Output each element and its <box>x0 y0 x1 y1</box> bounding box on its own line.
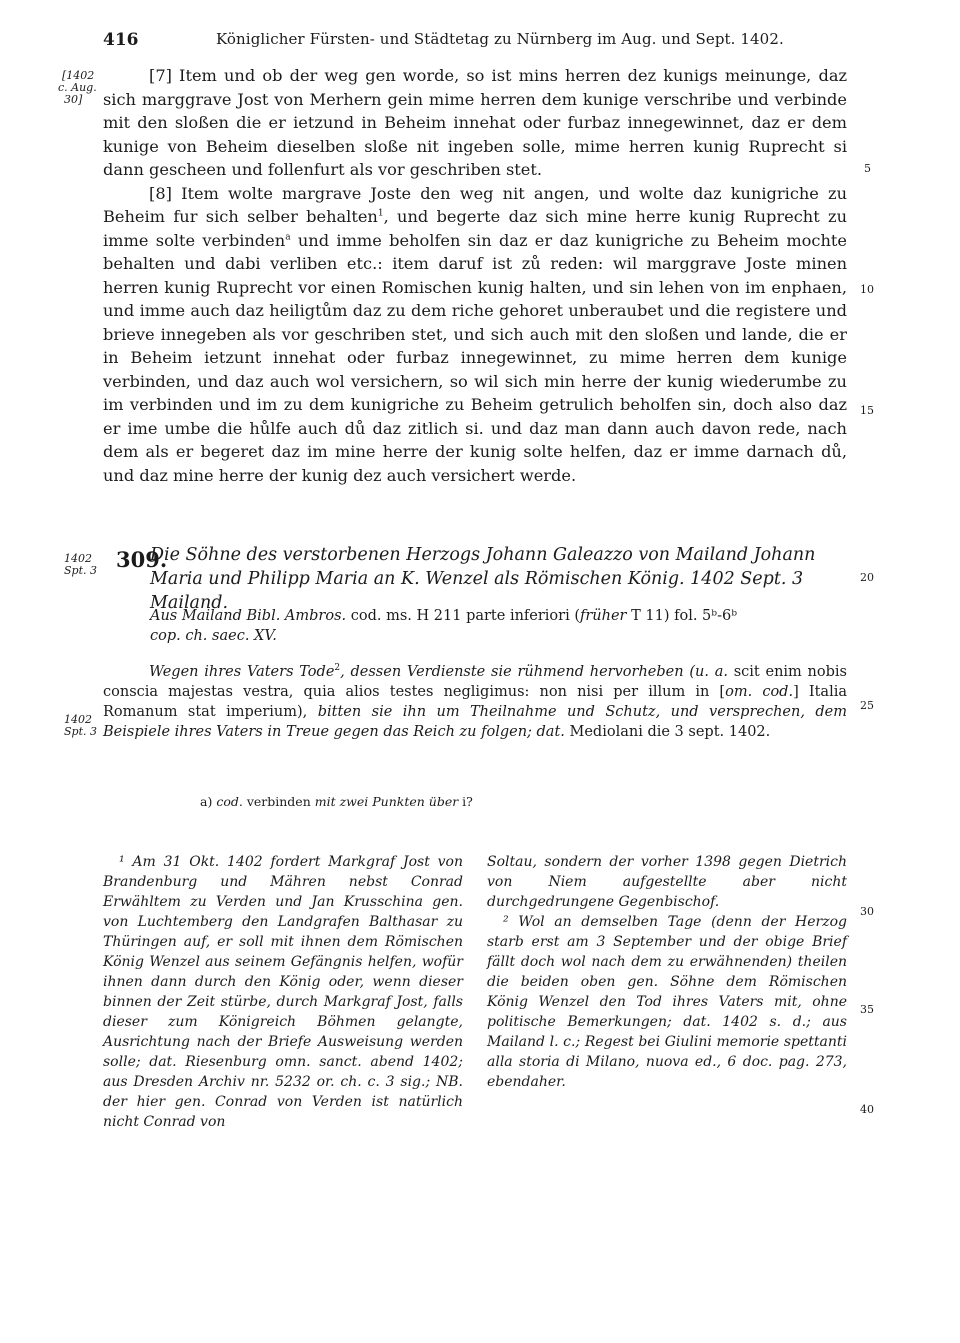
running-header: Königlicher Fürsten- und Städtetag zu Nürnberg im Aug. und Sept. 1402. <box>216 30 784 48</box>
regest-text: scit enim nobis conscia majestas vestra, quia alios testes negligimus: non nisi per illum in [ <box>103 664 847 700</box>
section-8-text: [8] Item wolte margrave Joste den weg nit angen, und wolte daz kunigriche zu Beheim fur sich selber behalten <box>103 183 847 226</box>
source-archive: Aus Mailand Bibl. Ambros. <box>150 608 347 624</box>
note-ref: a <box>285 232 291 243</box>
margin-date-line: 1402 <box>64 552 92 565</box>
footnote-1-continued: Soltau, sondern der vorher 1398 gegen Dietrich von Niem aufgestellte aber nicht durchgedrungene Gegenbischof. <box>487 854 847 910</box>
footnotes-right-column <box>487 852 847 1092</box>
margin-date-line: [1402 <box>62 69 95 82</box>
regest-text: , dessen Verdienste sie rühmend hervorheben (u. a. <box>340 664 728 680</box>
document-title: Die Söhne des verstorbenen Herzogs Johann Galeazzo von Mailand Johann Maria und Philipp Maria an K. Wenzel als Römischen König. 1402 Sept. 3 Mailand. <box>150 545 816 613</box>
section-8-text: und imme beholfen sin daz er daz kunigriche zu Beheim mochte behalten und dabi verliben etc.: item daruf ist zů reden: wil marggrave Joste minen herren kunig Ruprecht vor einen Romischen kunig halten, und sin lehen von im enphaen, und imme auch daz heiligtům daz zu dem riche gehoret unberaubet und die registere und brieve innegeben als vor geschriben stet, und sich auch mit den sloßen und lande, die er in Beheim ietzunt innehat oder furbaz innegewinnet, zu mime herren dem kunige verbinden, und daz auch wol versichern, so wil sich min herre der kunig wiederumbe zu im verbinden und im zu dem kunigriche zu Beheim getrulich beholfen sin, doch also daz er ime umbe die hůlfe auch dů daz zitlich si. und daz man dann auch davon rede, nach dem als er begeret daz im mine herre der kunig solte helfen, daz er imme darnach dů, und daz mine herre der kunig dez auch versichert werde. <box>103 230 848 485</box>
footnotes-left-column <box>103 852 463 1132</box>
regest-text: bitten sie ihn um Theilnahme und Schutz, und versprechen, dem Beispiele ihres Vaters in Treue gegen das Reich zu folgen; dat. <box>103 704 847 740</box>
source-note <box>150 606 850 646</box>
main-text <box>103 64 847 487</box>
source-text: früher <box>580 608 627 624</box>
regest-text: om. cod. <box>725 684 794 700</box>
line-number: 30 <box>860 905 874 918</box>
margin-date-line: c. Aug. <box>58 81 97 94</box>
critical-note-label: a) <box>200 794 213 809</box>
regest <box>103 662 847 742</box>
page-number: 416 <box>103 30 139 50</box>
footnote-2: ² Wol an demselben Tage (denn der Herzog starb erst am 3 September und der obige Brief fällt doch wol nach dem zu erwähnenden) theilen die beiden oben gen. Söhne dem Römischen König Wenzel den Tod ihres Vaters mit, ohne politische Bemerkungen; dat. 1402 s. d.; aus Mailand l. c.; Regest bei Giulini memorie spettanti alla storia di Milano, nuova ed., 6 doc. pag. 273, ebendaher. <box>487 914 847 1090</box>
margin-date-top <box>58 69 97 106</box>
regest-text: ] Italia Romanum stat imperium), <box>103 684 847 720</box>
line-number: 25 <box>860 699 874 712</box>
margin-date-doc <box>64 553 97 577</box>
margin-date-line: Spt. 3 <box>64 725 97 738</box>
critical-note-text: i? <box>458 794 473 809</box>
source-copy: cop. ch. saec. XV. <box>150 628 277 644</box>
critical-note <box>200 794 473 809</box>
section-7: [7] Item und ob der weg gen worde, so ist mins herren dez kunigs meinunge, daz sich marggrave Jost von Merhern gein mime herren dem kunige verschribe und verbinde mit den sloßen die er ietzund in Beheim innehat oder furbaz innegewinnet, daz er dem kunige von Beheim dieselben sloße nit ingeben solle, mime herren kunig Ruprecht si dann gescheen und follenfurt als vor geschriben stet. <box>103 66 847 179</box>
line-number: 35 <box>860 1003 874 1016</box>
critical-note-text: cod. <box>216 794 243 809</box>
document-number: 309. <box>116 547 168 572</box>
regest-text: Wegen ihres Vaters Tode <box>149 664 335 680</box>
footnote-ref: 1 <box>377 208 384 219</box>
line-number: 5 <box>864 162 871 175</box>
footnote-ref: 2 <box>334 663 341 674</box>
margin-date-regest <box>64 714 97 738</box>
section-8 <box>103 182 847 488</box>
margin-date-line: 1402 <box>64 713 92 726</box>
regest-text: Mediolani die 3 sept. 1402. <box>564 724 771 740</box>
line-number: 15 <box>860 404 874 417</box>
margin-date-line: Spt. 3 <box>64 564 97 577</box>
critical-note-text: verbinden <box>242 794 315 809</box>
section-8-text: , und begerte daz sich mine herre kunig Ruprecht zu imme solte verbinden <box>103 207 847 250</box>
margin-date-line: 30] <box>64 93 83 106</box>
source-text: T 11) fol. 5ᵇ-6ᵇ <box>626 608 738 624</box>
line-number: 20 <box>860 571 874 584</box>
critical-note-text: mit zwei Punkten über <box>314 794 459 809</box>
line-number: 10 <box>860 283 874 296</box>
source-text: cod. ms. H 211 parte inferiori ( <box>346 608 580 624</box>
line-number: 40 <box>860 1103 874 1116</box>
footnote-1: ¹ Am 31 Okt. 1402 fordert Markgraf Jost von Brandenburg und Mähren nebst Conrad Erwähltem zu Verden und Jan Krusschina gen. von Luchtemberg den Landgrafen Balthasar zu Thüringen auf, er soll mit ihnen dem Römischen König Wenzel aus seinem Gefängnis helfen, wofür ihnen dann durch den König oder, wenn dieser binnen der Zeit stürbe, durch Markgraf Jost, falls dieser zum Königreich Böhmen gelangte, Ausrichtung nach der Briefe Ausweisung werden solle; dat. Riesenburg omn. sanct. abend 1402; aus Dresden Archiv nr. 5232 or. ch. c. 3 sig.; NB. der hier gen. Conrad von Verden ist natürlich nicht Conrad von <box>103 854 463 1130</box>
